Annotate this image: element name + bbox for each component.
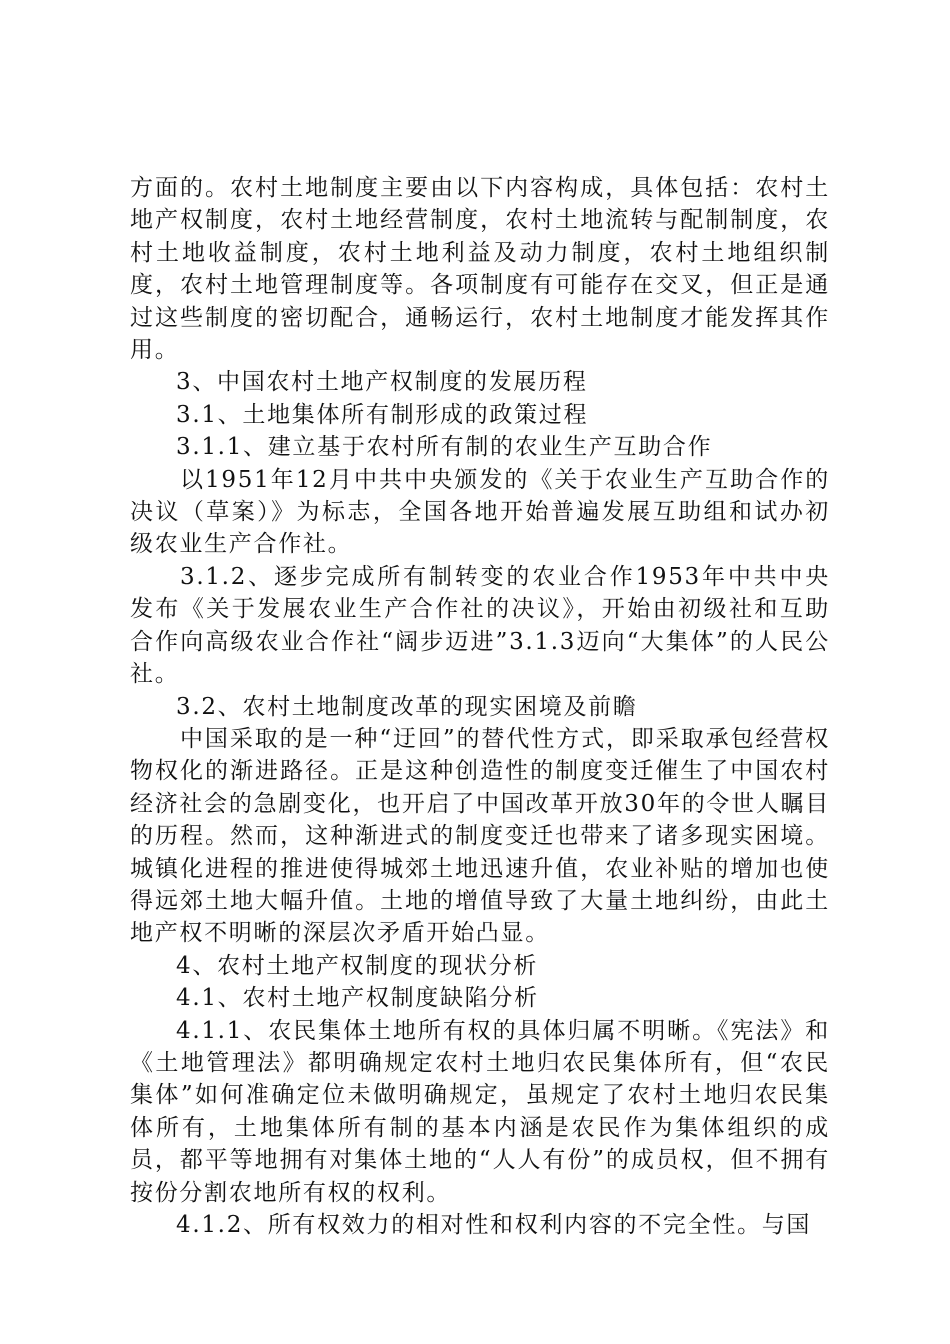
heading-3-1: 3.1、土地集体所有制形成的政策过程 [176,401,589,428]
heading-4: 4、农村土地产权制度的现状分析 [176,952,539,979]
heading-4-1: 4.1、农村土地产权制度缺陷分析 [176,985,539,1012]
heading-3: 3、中国农村土地产权制度的发展历程 [176,369,588,396]
paragraph-3-1-2: 3.1.2、逐步完成所有制转变的农业合作1953年中共中央发布《关于发展农业生产合作社的决议》，开始由初级社和互助合作向高级农业合作社“阔步迈进”3.1.3迈向“大集体”的人民公社。 [130,563,830,688]
document-page [130,172,830,1241]
paragraph-4-1-1: 4.1.1、农民集体土地所有权的具体归属不明晰。《宪法》和《土地管理法》都明确规定农村土地归农民集体所有，但“农民集体”如何准确定位未做明确规定，虽规定了农村土地归农民集体所有，土地集体所有制的基本内涵是农民作为集体组织的成员，都平等地拥有对集体土地的“人人有份”的成员权，但不拥有按份分割农地所有权的权利。 [130,1017,830,1206]
heading-3-2: 3.2、农村土地制度改革的现实困境及前瞻 [176,693,638,720]
paragraph-continuation: 方面的。农村土地制度主要由以下内容构成，具体包括：农村土地产权制度，农村土地经营制度，农村土地流转与配制制度，农村土地收益制度，农村土地利益及动力制度，农村土地组织制度，农村土地管理制度等。各项制度有可能存在交叉，但正是通过这些制度的密切配合，通畅运行，农村土地制度才能发挥其作用。 [130,175,830,364]
paragraph-detour-approach: 中国采取的是一种“迂回”的替代性方式，即采取承包经营权物权化的渐进路径。正是这种创造性的制度变迁催生了中国农村经济社会的急剧变化，也开启了中国改革开放30年的令世人瞩目的历程。然而，这种渐进式的制度变迁也带来了诸多现实困境。城镇化进程的推进使得城郊土地迅速升值，农业补贴的增加也使得远郊土地大幅升值。土地的增值导致了大量土地纠纷，由此土地产权不明晰的深层次矛盾开始凸显。 [130,725,830,947]
heading-3-1-1: 3.1.1、建立基于农村所有制的农业生产互助合作 [176,434,713,461]
paragraph-1951-resolution: 以1951年12月中共中央颁发的《关于农业生产互助合作的决议（草案）》为标志，全国各地开始普遍发展互助组和试办初级农业生产合作社。 [130,466,830,558]
paragraph-4-1-2: 4.1.2、所有权效力的相对性和权利内容的不完全性。与国 [176,1212,812,1238]
